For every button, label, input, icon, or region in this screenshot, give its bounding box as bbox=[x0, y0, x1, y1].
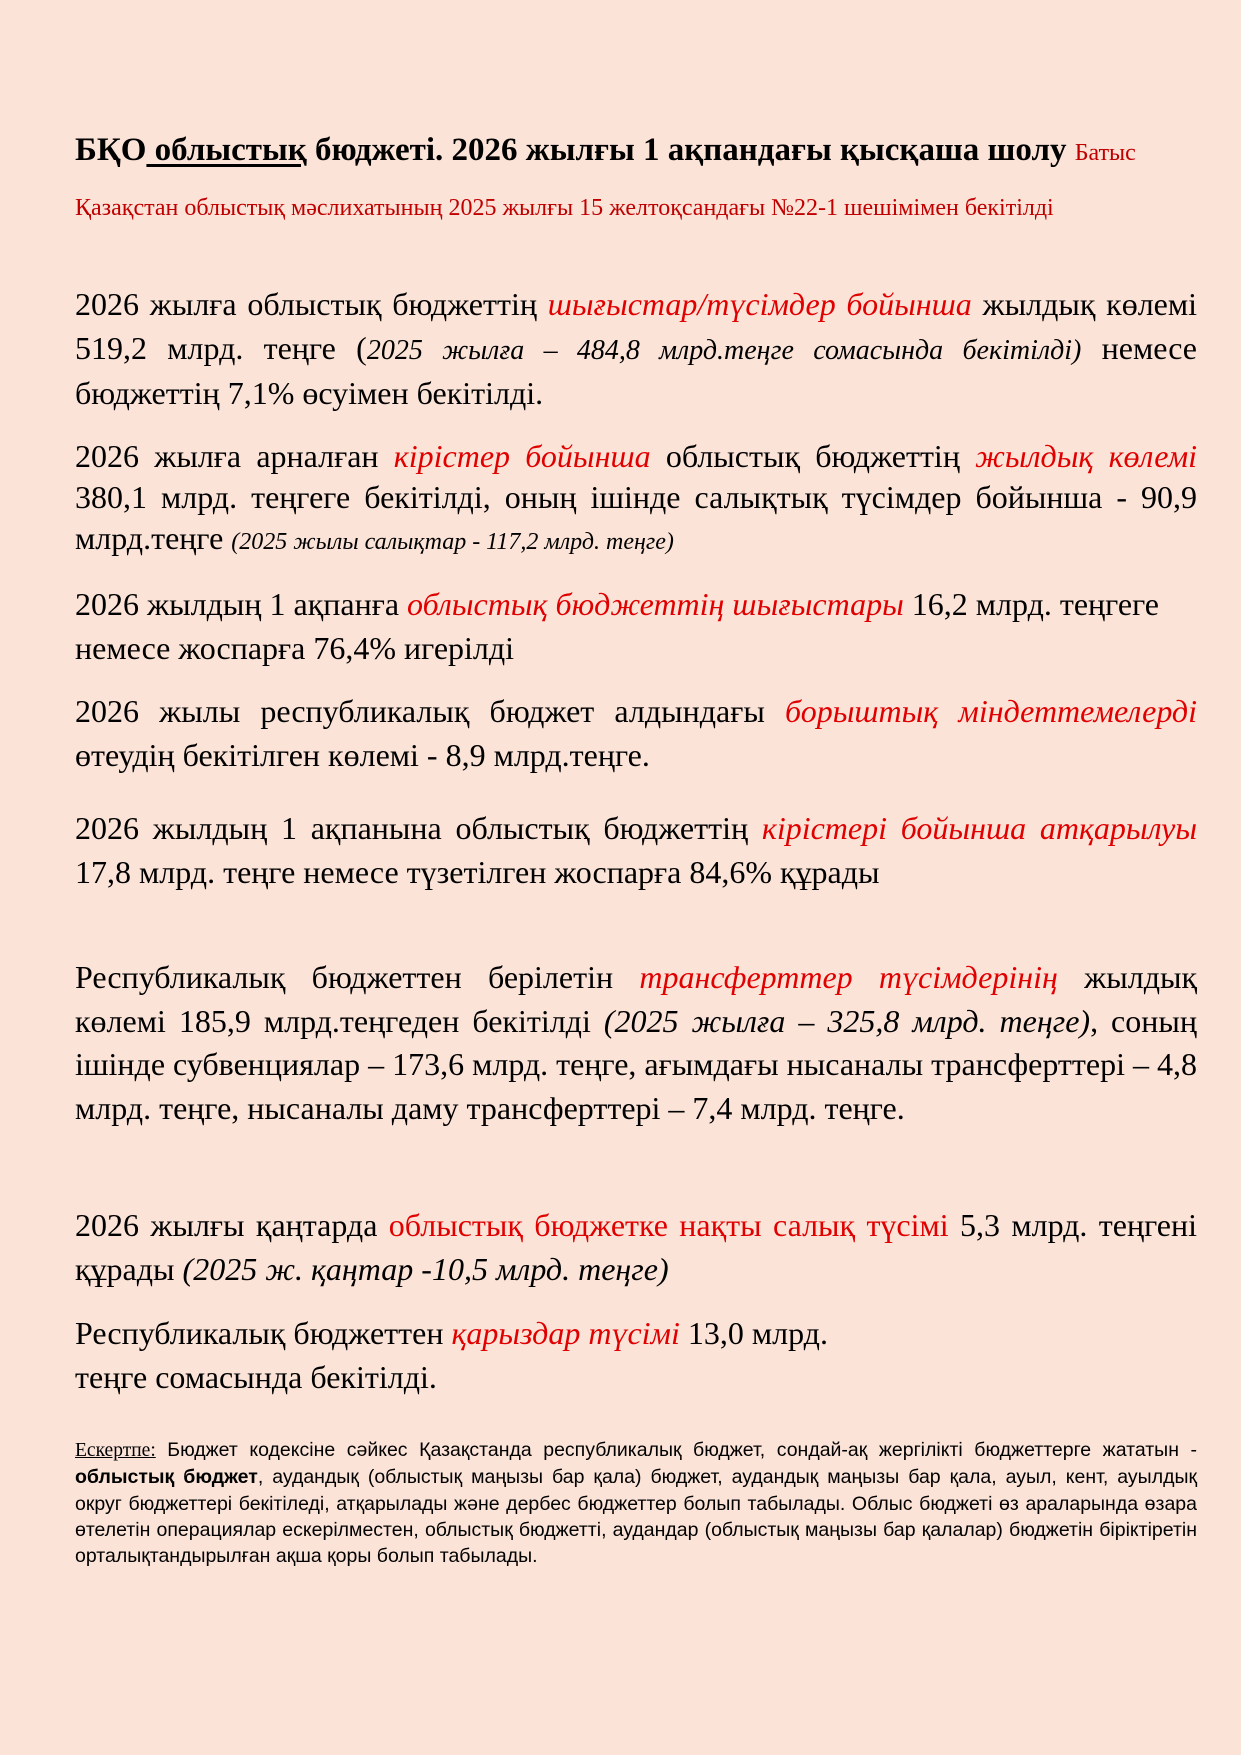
text: 2026 жылғы қаңтарда bbox=[75, 1207, 389, 1243]
footnote bbox=[75, 1437, 1197, 1569]
italic-note: (2025 жылға – 325,8 млрд. теңге) bbox=[603, 1002, 1091, 1039]
highlight: трансферттер түсімдерінің bbox=[639, 959, 1058, 995]
text: , соның ішінде субвенциялар – 173,6 млрд. теңге, ағымдағы нысаналы трансферттері – 4,8 млрд. теңге, нысаналы даму трансферттері – 7,4 млрд. теңге. bbox=[75, 1002, 1198, 1126]
paragraph-tax-receipts bbox=[75, 1204, 1197, 1291]
text: 2026 жылы республикалық бюджет алдындағы bbox=[75, 693, 786, 729]
highlight: шығыстар/түсімдер бойынша bbox=[547, 286, 972, 322]
paragraph-expenditure-volume bbox=[75, 283, 1197, 416]
highlight: қарыздар түсімі bbox=[451, 1315, 680, 1351]
highlight: борыштық міндеттемелерді bbox=[785, 693, 1198, 729]
italic-note: (2025 жылы салықтар - 117,2 млрд. теңге) bbox=[231, 529, 674, 555]
highlight: облыстық бюджетке нақты салық түсімі bbox=[388, 1207, 949, 1243]
paragraph-expenditures-execution bbox=[75, 583, 1197, 670]
text: 380,1 млрд. теңгеге бекітілді, оның ішінде салықтық түсімдер бойынша - 90,9 млрд.теңге bbox=[75, 479, 1197, 556]
text: Республикалық бюджеттен берілетін bbox=[75, 959, 640, 995]
text: жылдық көлемі 185,9 млрд.теңгеден бекітілді bbox=[75, 959, 1198, 1039]
text: облыстық бюджеттің bbox=[650, 438, 976, 474]
title-prefix: БҚО bbox=[75, 132, 147, 168]
paragraph-loans bbox=[75, 1312, 875, 1399]
paragraph-transfers bbox=[75, 956, 1197, 1130]
highlight: жылдық көлемі bbox=[975, 438, 1198, 474]
highlight: кірістері бойынша атқарылуы bbox=[761, 810, 1198, 846]
footnote-bold-term: облыстық бюджет bbox=[75, 1466, 258, 1489]
footnote-text: Бюджет кодексіне сәйкес Қазақстанда республикалық бюджет, сондай-ақ жергілікті бюджеттерге жататын - bbox=[155, 1439, 1197, 1461]
text: 2026 жылға арналған bbox=[75, 438, 394, 474]
text: 2026 жылдың 1 ақпанға bbox=[75, 586, 408, 622]
document-title bbox=[75, 124, 1197, 234]
footnote-label: Ескертпе: bbox=[75, 1440, 156, 1461]
highlight: кірістер бойынша bbox=[393, 438, 651, 474]
text: 16,2 млрд. теңгеге немесе жоспарға 76,4% игерілді bbox=[75, 586, 1159, 666]
text: жылдық көлемі 519,2 млрд. теңге ( bbox=[75, 286, 1198, 366]
paragraph-revenue-execution bbox=[75, 807, 1197, 894]
text: немесе бюджеттің 7,1% өсуімен бекітілді. bbox=[75, 329, 1198, 411]
text: 2026 жылға облыстық бюджеттің bbox=[75, 286, 548, 322]
title-subtitle: Батыс Қазақстан облыстық мәслихатының 2025 жылғы 15 желтоқсандағы №22-1 шешімімен бекітілді bbox=[75, 140, 1136, 221]
paragraph-revenue-volume bbox=[75, 436, 1197, 563]
text: Республикалық бюджеттен bbox=[75, 1315, 452, 1351]
text: 5,3 млрд. теңгені құрады bbox=[75, 1207, 1197, 1287]
text: өтеудің бекітілген көлемі - 8,9 млрд.теңге. bbox=[75, 736, 650, 773]
text: 2026 жылдың 1 ақпанына облыстық бюджеттің bbox=[75, 810, 762, 846]
title-rest: бюджеті. 2026 жылғы 1 ақпандағы қысқаша шолу bbox=[306, 132, 1067, 168]
highlight: облыстық бюджеттің шығыстары bbox=[407, 586, 904, 622]
text: 13,0 млрд. теңге сомасында бекітілді. bbox=[75, 1315, 828, 1395]
italic-note: 2025 жылға – 484,8 млрд.теңге сомасында бекітілді) bbox=[366, 334, 1082, 366]
text: 17,8 млрд. теңге немесе түзетілген жоспарға 84,6% құрады bbox=[75, 853, 880, 890]
italic-note: (2025 ж. қаңтар -10,5 млрд. теңге) bbox=[182, 1250, 669, 1287]
footnote-text: , аудандық (облыстық маңызы бар қала) бюджет, аудандық маңызы бар қала, ауыл, кент, ауылдық округ бюджеттері бекітіледі, атқарылады және дербес бюджеттер болып табылады. Облыс бюджеті өз араларында өзара өтелетін операциялар ескерілместен, облыстық бюджетті, аудандар (облыстық маңызы бар қалалар) бюджетін біріктіретін орталықтандырылған ақша қоры болып табылады. bbox=[75, 1466, 1197, 1568]
title-underlined-word: облыстық bbox=[146, 132, 307, 168]
paragraph-debt-obligations bbox=[75, 690, 1197, 777]
